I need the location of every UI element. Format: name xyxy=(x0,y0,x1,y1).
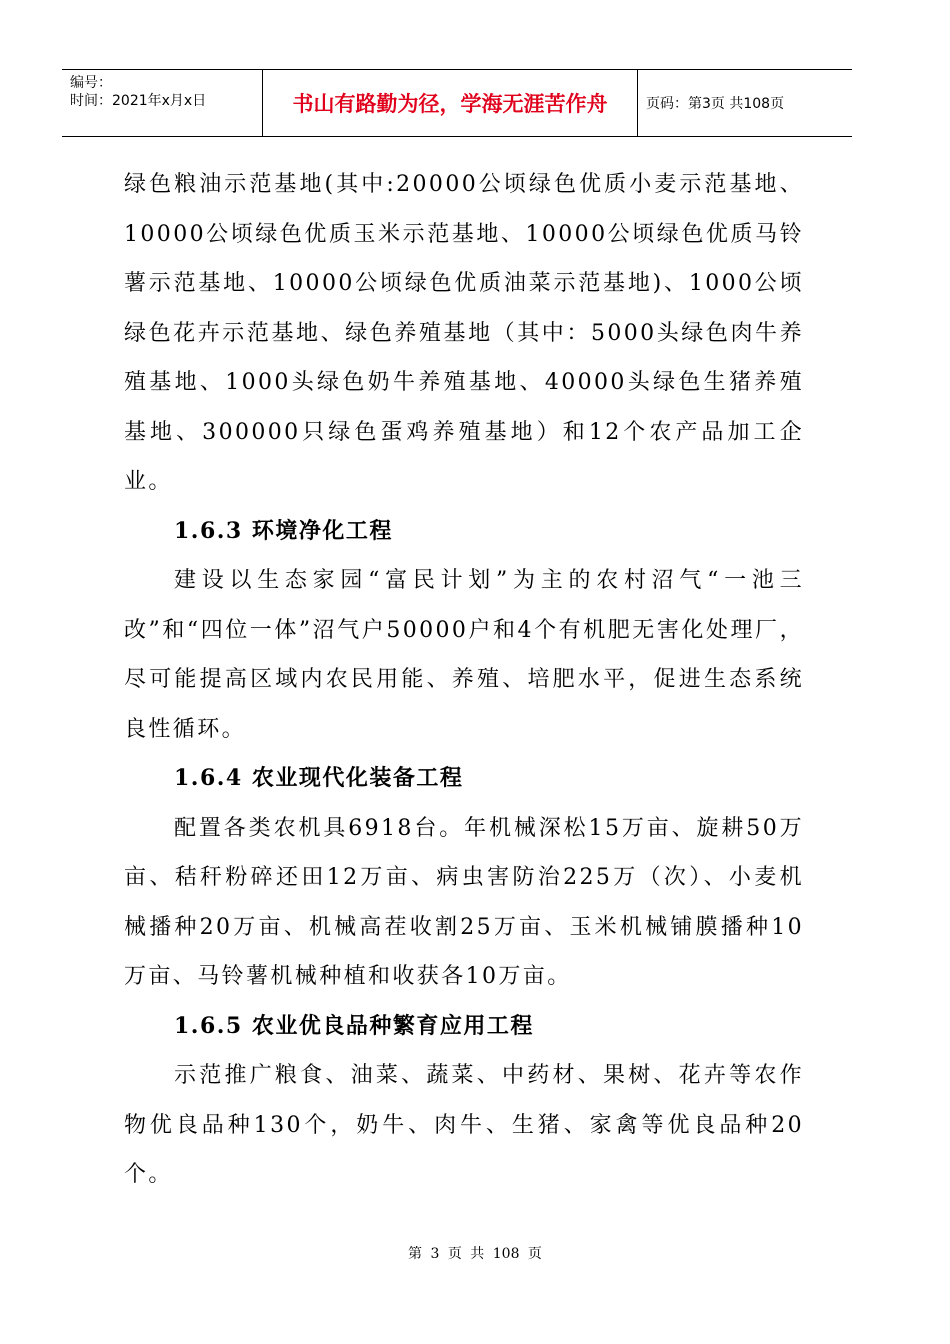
header-page-cell xyxy=(638,70,852,136)
section-heading-1-6-5: 1.6.5 农业优良品种繁育应用工程 xyxy=(174,1012,534,1039)
section-heading-1-6-3: 1.6.3 环境净化工程 xyxy=(174,517,393,544)
paragraph-1-6-3: 建设以生态家园“富民计划”为主的农村沼气“一池三改”和“四位一体”沼气户50000户和4个有机肥无害化处理厂，尽可能提高区域内农民用能、养殖、培肥水平，促进生态系统良性循环。 xyxy=(124,568,804,742)
page-header xyxy=(62,69,852,137)
time-label: 时间：2021年x月x日 xyxy=(70,93,207,109)
page-footer: 第 3 页 共 108 页 xyxy=(408,1246,542,1262)
paragraph-intro: 绿色粮油示范基地(其中:20000公顷绿色优质小麦示范基地、10000公顷绿色优质玉米示范基地、10000公顷绿色优质马铃薯示范基地、10000公顷绿色优质油菜示范基地)、1000公顷绿色花卉示范基地、绿色养殖基地（其中：5000头绿色肉牛养殖基地、1000头绿色奶牛养殖基地、40000头绿色生猪养殖基地、300000只绿色蛋鸡养殖基地）和12个农产品加工企业。 xyxy=(124,172,804,494)
section-heading-1-6-4: 1.6.4 农业现代化装备工程 xyxy=(174,765,464,791)
paragraph-1-6-4: 配置各类农机具6918台。年机械深松15万亩、旋耕50万亩、秸秆粉碎还田12万亩、病虫害防治225万（次）、小麦机械播种20万亩、机械高茬收割25万亩、玉米机械铺膜播种10万亩、马铃薯机械种植和收获各10万亩。 xyxy=(124,815,804,989)
header-meta-cell xyxy=(62,70,262,136)
header-page-number: 页码：第3页 共108页 xyxy=(646,96,785,112)
motto-text: 书山有路勤为径，学海无涯苦作舟 xyxy=(292,92,608,116)
serial-number-label: 编号： xyxy=(70,75,112,91)
paragraph-1-6-5: 示范推广粮食、油菜、蔬菜、中药材、果树、花卉等农作物优良品种130个，奶牛、肉牛、生猪、家禽等优良品种20个。 xyxy=(124,1063,804,1187)
header-motto-cell xyxy=(262,70,638,136)
document-body xyxy=(124,160,804,1200)
